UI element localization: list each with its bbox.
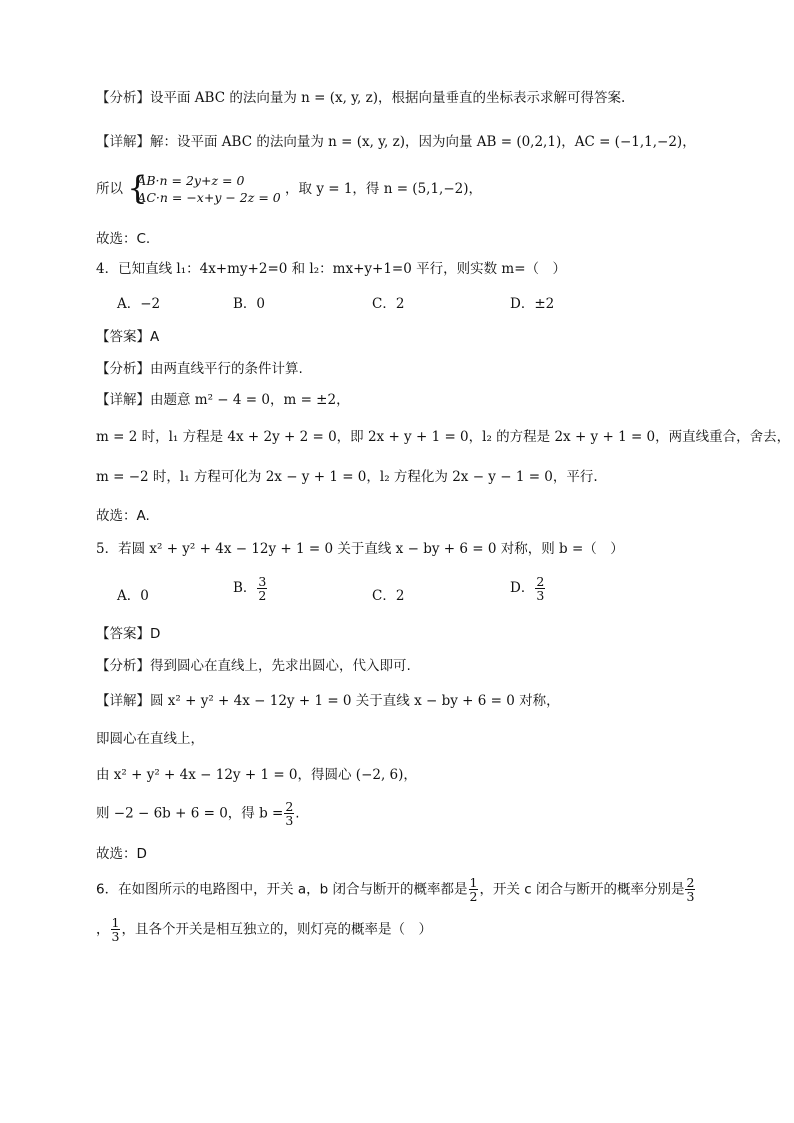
q5-step-1	[96, 729, 204, 749]
q4-answer	[96, 327, 159, 347]
system-suffix: ，取 y = 1，得 n = (5,1,−2)，	[285, 181, 483, 197]
fraction-denominator: 3	[111, 929, 120, 944]
q5-detail-text: 圆 x² + y² + 4x − 12y + 1 = 0 关于直线 x − by + 6 = 0 对称，	[150, 693, 560, 709]
q5-analysis	[96, 656, 411, 676]
q5-detail-tag: 【详解】	[96, 693, 150, 709]
detail-text: 解：设平面 ABC 的法向量为 n = (x, y, z)，因为向量 AB = (0,2,1)，AC = (−1,1,−2)，	[150, 134, 696, 150]
fraction-numerator: 2	[686, 875, 695, 890]
fraction-denominator: 2	[469, 889, 478, 904]
detail-line	[96, 132, 696, 152]
q4-case-2-text: m = −2 时，l₁ 方程可化为 2x − y + 1 = 0，l₂ 方程化为 2x − y − 1 = 0，平行.	[96, 469, 598, 485]
q5-option-c: C．2	[372, 588, 405, 604]
fraction-numerator: 3	[258, 574, 267, 589]
q4-option-d: D．±2	[510, 296, 555, 312]
question-6-comma: ，	[96, 921, 110, 938]
question-4	[96, 259, 566, 279]
question-6-text: 6．在如图所示的电路图中，开关 a，b 闭合与断开的概率都是	[96, 881, 468, 898]
q5-option-d	[510, 575, 546, 602]
choice-text: 故选：C.	[96, 231, 151, 247]
fraction-denominator: 3	[536, 588, 545, 603]
q6-fraction-2	[685, 876, 695, 903]
q4-option-b: B．0	[233, 296, 266, 312]
q4-option-c: C．2	[372, 296, 405, 312]
fraction-numerator: 1	[111, 915, 120, 930]
choice-line	[96, 229, 150, 249]
question-4-text: 4．已知直线 l₁：4x+my+2=0 和 l₂：mx+y+1=0 平行，则实数 m=（ ）	[96, 261, 567, 277]
analysis-line	[96, 88, 625, 108]
q5-step-3-suffix: .	[295, 805, 300, 822]
q5-step-1-text: 即圆心在直线上，	[96, 731, 204, 747]
equation-2: AC·n = −x+y − 2z = 0	[137, 190, 281, 205]
q4-detail	[96, 390, 350, 410]
q4-answer-text: 【答案】A	[96, 329, 160, 345]
q5-conclusion	[96, 844, 147, 864]
q5-answer	[96, 624, 160, 644]
q4-analysis-tag: 【分析】	[96, 361, 150, 377]
fraction-numerator: 1	[469, 875, 478, 890]
q6-fraction-1	[469, 876, 479, 903]
fraction-numerator: 2	[536, 574, 545, 589]
q4-detail-tag: 【详解】	[96, 392, 150, 408]
system-line	[96, 169, 483, 207]
q5-analysis-text: 得到圆心在直线上，先求出圆心，代入即可.	[150, 658, 411, 674]
q5-step-3-text: 则 −2 − 6b + 6 = 0，得 b =	[96, 805, 284, 822]
q5-option-d-fraction	[535, 575, 545, 602]
q4-detail-text: 由题意 m² − 4 = 0，m = ±2，	[150, 392, 350, 408]
q4-option-a: A．−2	[117, 296, 161, 312]
fraction-denominator: 3	[686, 889, 695, 904]
question-6-line-2	[96, 916, 432, 943]
question-6-line-1	[96, 876, 696, 903]
question-5	[96, 539, 624, 559]
q4-analysis-text: 由两直线平行的条件计算.	[150, 361, 303, 377]
q6-fraction-3	[111, 916, 121, 943]
q5-conclusion-text: 故选：D	[96, 846, 147, 862]
q5-step-2	[96, 765, 417, 785]
analysis-tag: 【分析】	[96, 90, 150, 106]
fraction-numerator: 2	[285, 799, 294, 814]
q5-option-b	[233, 575, 268, 602]
q5-step-3	[96, 800, 300, 827]
q4-conclusion	[96, 506, 150, 526]
q5-step-3-fraction	[284, 800, 294, 827]
q5-step-2-text: 由 x² + y² + 4x − 12y + 1 = 0，得圆心 (−2, 6)，	[96, 767, 417, 783]
q4-case-1	[96, 427, 790, 447]
detail-tag: 【详解】	[96, 134, 150, 150]
system-prefix: 所以	[96, 181, 123, 197]
fraction-denominator: 2	[258, 588, 267, 603]
q4-conclusion-text: 故选：A.	[96, 508, 150, 524]
q5-option-b-label: B．	[233, 580, 257, 596]
equation-system	[127, 169, 281, 207]
analysis-text: 设平面 ABC 的法向量为 n = (x, y, z)，根据向量垂直的坐标表示求解可得答案.	[150, 90, 626, 106]
question-5-text: 5．若圆 x² + y² + 4x − 12y + 1 = 0 关于直线 x − by + 6 = 0 对称，则 b =（ ）	[96, 541, 624, 557]
question-6-mid-text: ，开关 c 闭合与断开的概率分别是	[479, 881, 685, 898]
equation-1: AB·n = 2y+z = 0	[137, 173, 245, 188]
q4-analysis	[96, 359, 303, 379]
fraction-denominator: 3	[285, 813, 294, 828]
question-6-tail-text: ，且各个开关是相互独立的，则灯亮的概率是（ ）	[121, 921, 432, 938]
q5-analysis-tag: 【分析】	[96, 658, 150, 674]
q5-option-d-label: D．	[510, 580, 535, 596]
q5-option-b-fraction	[257, 575, 267, 602]
q5-option-a: A．0	[117, 588, 149, 604]
q5-answer-text: 【答案】D	[96, 626, 161, 642]
q4-case-1-text: m = 2 时，l₁ 方程是 4x + 2y + 2 = 0，即 2x + y + 1 = 0，l₂ 的方程是 2x + y + 1 = 0，两直线重合，舍去，	[96, 429, 791, 445]
q4-case-2	[96, 467, 598, 487]
q5-detail	[96, 691, 560, 711]
brace-icon: {	[127, 169, 148, 207]
